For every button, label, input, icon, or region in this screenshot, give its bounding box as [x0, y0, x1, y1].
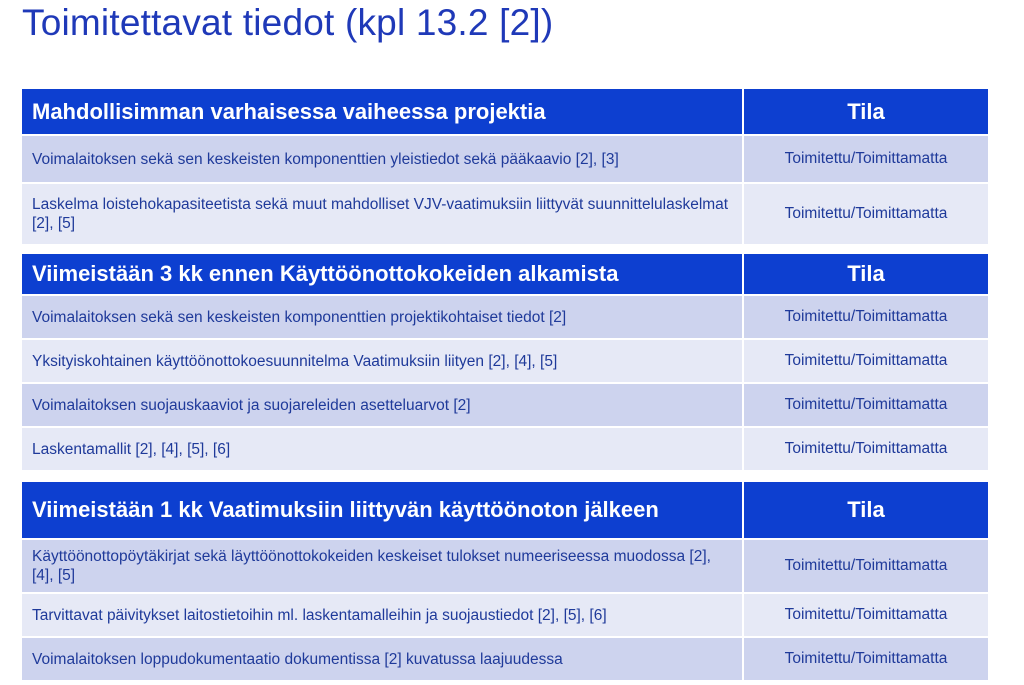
- row-text: Tarvittavat päivitykset laitostietoihin ml. laskentamalleihin ja suojaustiedot [2], [5], [6]: [22, 594, 744, 636]
- section-heading: Mahdollisimman varhaisessa vaiheessa projektia: [22, 89, 744, 134]
- table-row: [22, 592, 988, 636]
- page-title: Toimitettavat tiedot (kpl 13.2 [2]): [22, 2, 554, 43]
- table-row: [22, 338, 988, 382]
- row-status: Toimitettu/Toimittamatta: [784, 650, 948, 667]
- row-status: Toimitettu/Toimittamatta: [784, 557, 948, 574]
- section-header: [22, 89, 988, 134]
- status-column-heading: Tila: [847, 497, 885, 522]
- row-status: Toimitettu/Toimittamatta: [784, 150, 948, 167]
- section-heading: Viimeistään 3 kk ennen Käyttöönottokokeiden alkamista: [22, 254, 744, 294]
- row-status: Toimitettu/Toimittamatta: [784, 606, 948, 623]
- table-row: [22, 636, 988, 680]
- row-text: Käyttöönottopöytäkirjat sekä läyttöönottokokeiden keskeiset tulokset numeeriseessa muodossa [2], [4], [5]: [22, 540, 744, 592]
- table-row: [22, 538, 988, 592]
- row-text: Laskentamallit [2], [4], [5], [6]: [22, 428, 744, 470]
- row-status: Toimitettu/Toimittamatta: [784, 352, 948, 369]
- table-row: [22, 294, 988, 338]
- row-text: Voimalaitoksen sekä sen keskeisten komponenttien projektikohtaiset tiedot [2]: [22, 296, 744, 338]
- section-heading: Viimeistään 1 kk Vaatimuksiin liittyvän käyttöönoton jälkeen: [22, 482, 744, 538]
- section-header: [22, 482, 988, 538]
- row-text: Voimalaitoksen suojauskaaviot ja suojareleiden asetteluarvot [2]: [22, 384, 744, 426]
- section-early-project: [22, 89, 988, 244]
- table-row: [22, 134, 988, 182]
- row-status: Toimitettu/Toimittamatta: [784, 308, 948, 325]
- section-header: [22, 254, 988, 294]
- table-row: [22, 182, 988, 244]
- status-column-heading: Tila: [847, 261, 885, 286]
- row-status: Toimitettu/Toimittamatta: [784, 205, 948, 222]
- table-row: [22, 382, 988, 426]
- section-3-months-before: [22, 254, 988, 470]
- row-status: Toimitettu/Toimittamatta: [784, 396, 948, 413]
- table-row: [22, 426, 988, 470]
- section-1-month-after: [22, 482, 988, 680]
- row-status: Toimitettu/Toimittamatta: [784, 440, 948, 457]
- status-column-heading: Tila: [847, 98, 885, 124]
- row-text: Laskelma loistehokapasiteetista sekä muut mahdolliset VJV-vaatimuksiin liittyvät suunnittelulaskelmat [2], [5]: [22, 184, 744, 244]
- row-text: Voimalaitoksen loppudokumentaatio dokumentissa [2] kuvatussa laajuudessa: [22, 638, 744, 680]
- row-text: Yksityiskohtainen käyttöönottokoesuunnitelma Vaatimuksiin liityen [2], [4], [5]: [22, 340, 744, 382]
- row-text: Voimalaitoksen sekä sen keskeisten komponenttien yleistiedot sekä pääkaavio [2], [3]: [22, 136, 744, 182]
